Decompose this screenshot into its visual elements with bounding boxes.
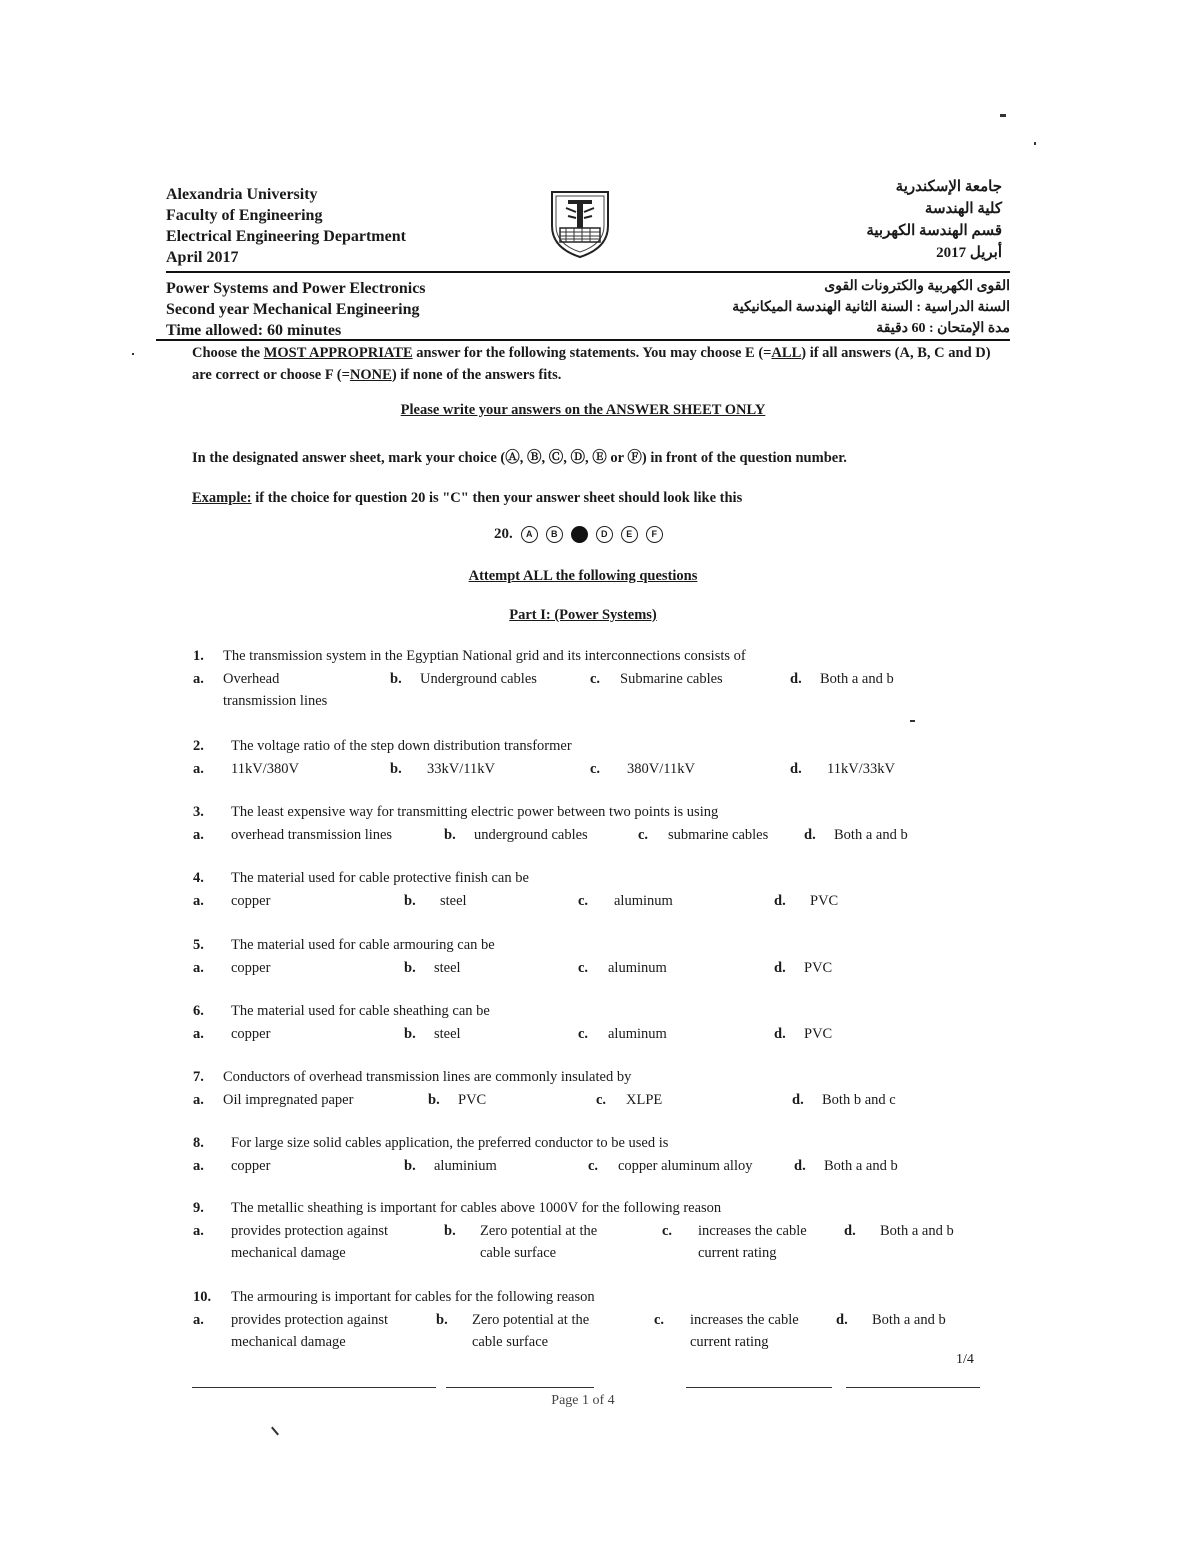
option-text: Zero potential at the bbox=[472, 1312, 590, 1328]
option-letter: a. bbox=[193, 1223, 204, 1239]
option-letter: a. bbox=[193, 761, 204, 777]
option-letter: d. bbox=[844, 1223, 856, 1239]
question-number: 2. bbox=[193, 738, 204, 754]
instr-all: ALL bbox=[771, 345, 802, 361]
option-letter: c. bbox=[638, 827, 649, 843]
option-letter: d. bbox=[774, 1026, 786, 1042]
option-text: Underground cables bbox=[420, 671, 537, 687]
example-label: Example: bbox=[192, 490, 252, 506]
bubble-b: B bbox=[546, 526, 563, 543]
option-text: Both a and b bbox=[834, 827, 908, 843]
option-text: submarine cables bbox=[668, 827, 769, 843]
example-instruction bbox=[192, 490, 742, 507]
option-letter: b. bbox=[404, 960, 416, 976]
time-allowed: Time allowed: 60 minutes bbox=[166, 322, 342, 339]
option-letter: a. bbox=[193, 1026, 204, 1042]
option-letter: a. bbox=[193, 960, 204, 976]
option-text: steel bbox=[440, 893, 467, 909]
question-number: 8. bbox=[193, 1135, 204, 1151]
page-footer: Page 1 of 4 bbox=[551, 1393, 615, 1408]
question-number: 10. bbox=[193, 1289, 212, 1305]
question-text: The metallic sheathing is important for cables above 1000V for the following reason bbox=[231, 1200, 722, 1216]
course-info-en bbox=[166, 278, 426, 341]
option-text: steel bbox=[434, 960, 461, 976]
instr-emphasis: MOST APPROPRIATE bbox=[263, 345, 413, 361]
faculty-name: Faculty of Engineering bbox=[166, 207, 323, 224]
footer-rule bbox=[446, 1387, 594, 1388]
option-text: copper bbox=[231, 893, 271, 909]
option-text: steel bbox=[434, 1026, 461, 1042]
department-name-ar: قسم الهندسة الكهربية bbox=[866, 223, 1002, 239]
instr-text: ) if all answers (A, B, C and D) are correct or choose F (= bbox=[192, 345, 991, 383]
option-text: copper aluminum alloy bbox=[618, 1158, 753, 1174]
option-text: increases the cable bbox=[690, 1312, 799, 1328]
option-text: aluminium bbox=[434, 1158, 497, 1174]
option-text-continued: mechanical damage bbox=[231, 1334, 346, 1350]
instr-text: Choose the bbox=[192, 345, 264, 361]
option-letter: a. bbox=[193, 1092, 204, 1108]
scan-speck bbox=[132, 353, 134, 355]
question-number: 5. bbox=[193, 937, 204, 953]
option-letter: a. bbox=[193, 1158, 204, 1174]
option-text-continued: cable surface bbox=[480, 1245, 557, 1261]
question-text: The material used for cable sheathing can be bbox=[231, 1003, 490, 1019]
option-letter: a. bbox=[193, 893, 204, 909]
instr-none: NONE bbox=[349, 367, 392, 383]
example-answer-row bbox=[494, 526, 663, 543]
option-text: PVC bbox=[804, 1026, 833, 1042]
option-text: PVC bbox=[458, 1092, 487, 1108]
footer-rule bbox=[686, 1387, 832, 1388]
option-letter: b. bbox=[428, 1092, 440, 1108]
question-number: 3. bbox=[193, 804, 204, 820]
question-number: 7. bbox=[193, 1069, 204, 1085]
part-heading: Part I: (Power Systems) bbox=[509, 607, 657, 623]
course-title-ar: القوى الكهربية والكترونات القوى bbox=[824, 279, 1010, 294]
option-text: PVC bbox=[804, 960, 833, 976]
university-logo bbox=[546, 186, 614, 260]
page-mark: 1/4 bbox=[956, 1352, 974, 1367]
option-text: 11kV/380V bbox=[231, 761, 299, 777]
course-year: Second year Mechanical Engineering bbox=[166, 301, 420, 318]
option-text: copper bbox=[231, 1026, 271, 1042]
option-text: overhead transmission lines bbox=[231, 827, 393, 843]
option-text: Both b and c bbox=[822, 1092, 896, 1108]
option-text: Oil impregnated paper bbox=[223, 1092, 354, 1108]
question-text: The transmission system in the Egyptian National grid and its interconnections consists of bbox=[223, 648, 746, 664]
time-allowed-ar: مدة الإمتحان : 60 دقيقة bbox=[876, 321, 1010, 336]
instr-text: answer for the following statements. You may choose E (= bbox=[412, 345, 772, 361]
option-letter: b. bbox=[444, 827, 456, 843]
option-letter: c. bbox=[590, 671, 601, 687]
footer-rule bbox=[192, 1387, 436, 1388]
bubble-c-filled bbox=[571, 526, 588, 543]
course-year-ar: السنة الدراسية : السنة الثانية الهندسة الميكانيكية bbox=[732, 300, 1010, 315]
option-letter: d. bbox=[804, 827, 816, 843]
option-text: Zero potential at the bbox=[480, 1223, 598, 1239]
option-text-continued: current rating bbox=[698, 1245, 777, 1261]
option-text: copper bbox=[231, 1158, 271, 1174]
option-letter: d. bbox=[774, 960, 786, 976]
option-text-continued: transmission lines bbox=[223, 693, 328, 709]
example-text: if the choice for question 20 is "C" then your answer sheet should look like this bbox=[251, 490, 743, 506]
course-title: Power Systems and Power Electronics bbox=[166, 280, 426, 297]
option-letter: b. bbox=[390, 761, 402, 777]
question-text: The material used for cable armouring can be bbox=[231, 937, 495, 953]
question-text: The material used for cable protective finish can be bbox=[231, 870, 529, 886]
option-letter: c. bbox=[662, 1223, 673, 1239]
question-text: The voltage ratio of the step down distribution transformer bbox=[231, 738, 572, 754]
option-letter: d. bbox=[836, 1312, 848, 1328]
option-letter: c. bbox=[596, 1092, 607, 1108]
option-letter: d. bbox=[794, 1158, 806, 1174]
option-text: Overhead bbox=[223, 671, 280, 687]
bubble-e: E bbox=[621, 526, 638, 543]
option-letter: c. bbox=[654, 1312, 665, 1328]
option-letter: d. bbox=[790, 671, 802, 687]
option-letter: d. bbox=[792, 1092, 804, 1108]
option-letter: a. bbox=[193, 827, 204, 843]
option-text: Both a and b bbox=[824, 1158, 898, 1174]
university-name-ar: جامعة الإسكندرية bbox=[895, 179, 1002, 195]
university-header-ar bbox=[866, 176, 1002, 264]
option-text: 380V/11kV bbox=[627, 761, 695, 777]
option-letter: c. bbox=[590, 761, 601, 777]
option-letter: c. bbox=[578, 960, 589, 976]
question-text: For large size solid cables application, the preferred conductor to be used is bbox=[231, 1135, 669, 1151]
instructions-paragraph bbox=[192, 342, 992, 386]
attempt-all-heading: Attempt ALL the following questions bbox=[468, 568, 698, 584]
option-letter: b. bbox=[404, 1026, 416, 1042]
bubble-a: A bbox=[521, 526, 538, 543]
option-letter: a. bbox=[193, 1312, 204, 1328]
department-name: Electrical Engineering Department bbox=[166, 228, 406, 245]
course-divider bbox=[156, 339, 1010, 341]
answer-sheet-notice: Please write your answers on the ANSWER SHEET ONLY bbox=[400, 402, 766, 418]
faculty-name-ar: كلية الهندسة bbox=[924, 201, 1002, 217]
header-divider bbox=[166, 271, 1010, 273]
question-number: 9. bbox=[193, 1200, 204, 1216]
scan-speck bbox=[910, 720, 915, 722]
bubble-f: F bbox=[646, 526, 663, 543]
course-info-ar bbox=[732, 276, 1010, 339]
footer-rule bbox=[846, 1387, 980, 1388]
option-text: Both a and b bbox=[872, 1312, 946, 1328]
scan-speck bbox=[1000, 114, 1006, 117]
option-letter: c. bbox=[578, 1026, 589, 1042]
option-text: Both a and b bbox=[880, 1223, 954, 1239]
option-text: aluminum bbox=[614, 893, 673, 909]
option-letter: b. bbox=[390, 671, 402, 687]
question-number: 6. bbox=[193, 1003, 204, 1019]
option-letter: b. bbox=[404, 1158, 416, 1174]
option-letter: b. bbox=[436, 1312, 448, 1328]
option-letter: d. bbox=[774, 893, 786, 909]
option-text: 11kV/33kV bbox=[827, 761, 895, 777]
option-text: PVC bbox=[810, 893, 839, 909]
option-text: provides protection against bbox=[231, 1223, 389, 1239]
option-text: copper bbox=[231, 960, 271, 976]
option-text: provides protection against bbox=[231, 1312, 389, 1328]
question-number: 4. bbox=[193, 870, 204, 886]
option-text-continued: current rating bbox=[690, 1334, 769, 1350]
option-letter: c. bbox=[588, 1158, 599, 1174]
option-text-continued: mechanical damage bbox=[231, 1245, 346, 1261]
instr-text: ) if none of the answers fits. bbox=[391, 367, 562, 383]
option-letter: b. bbox=[444, 1223, 456, 1239]
option-text-continued: cable surface bbox=[472, 1334, 549, 1350]
exam-date: April 2017 bbox=[166, 249, 239, 266]
scan-speck bbox=[271, 1427, 279, 1436]
university-name: Alexandria University bbox=[166, 186, 318, 203]
question-text: The least expensive way for transmitting electric power between two points is using bbox=[231, 804, 719, 820]
option-text: aluminum bbox=[608, 960, 667, 976]
option-text: aluminum bbox=[608, 1026, 667, 1042]
example-question-number: 20. bbox=[494, 526, 513, 542]
option-text: increases the cable bbox=[698, 1223, 807, 1239]
option-letter: c. bbox=[578, 893, 589, 909]
university-header-en bbox=[166, 184, 406, 268]
scan-speck bbox=[1034, 142, 1036, 145]
option-letter: d. bbox=[790, 761, 802, 777]
question-text: Conductors of overhead transmission lines are commonly insulated by bbox=[223, 1069, 632, 1085]
option-text: Submarine cables bbox=[620, 671, 723, 687]
option-text: underground cables bbox=[474, 827, 588, 843]
option-letter: b. bbox=[404, 893, 416, 909]
option-letter: a. bbox=[193, 671, 204, 687]
designated-instruction: In the designated answer sheet, mark your choice (Ⓐ, Ⓑ, Ⓒ, Ⓓ, Ⓔ or Ⓕ) in front of the question number. bbox=[192, 450, 847, 466]
question-number: 1. bbox=[193, 648, 204, 664]
question-text: The armouring is important for cables for the following reason bbox=[231, 1289, 595, 1305]
bubble-d: D bbox=[596, 526, 613, 543]
option-text: Both a and b bbox=[820, 671, 894, 687]
option-text: XLPE bbox=[626, 1092, 663, 1108]
exam-date-ar: أبريل 2017 bbox=[936, 245, 1002, 261]
option-text: 33kV/11kV bbox=[427, 761, 495, 777]
